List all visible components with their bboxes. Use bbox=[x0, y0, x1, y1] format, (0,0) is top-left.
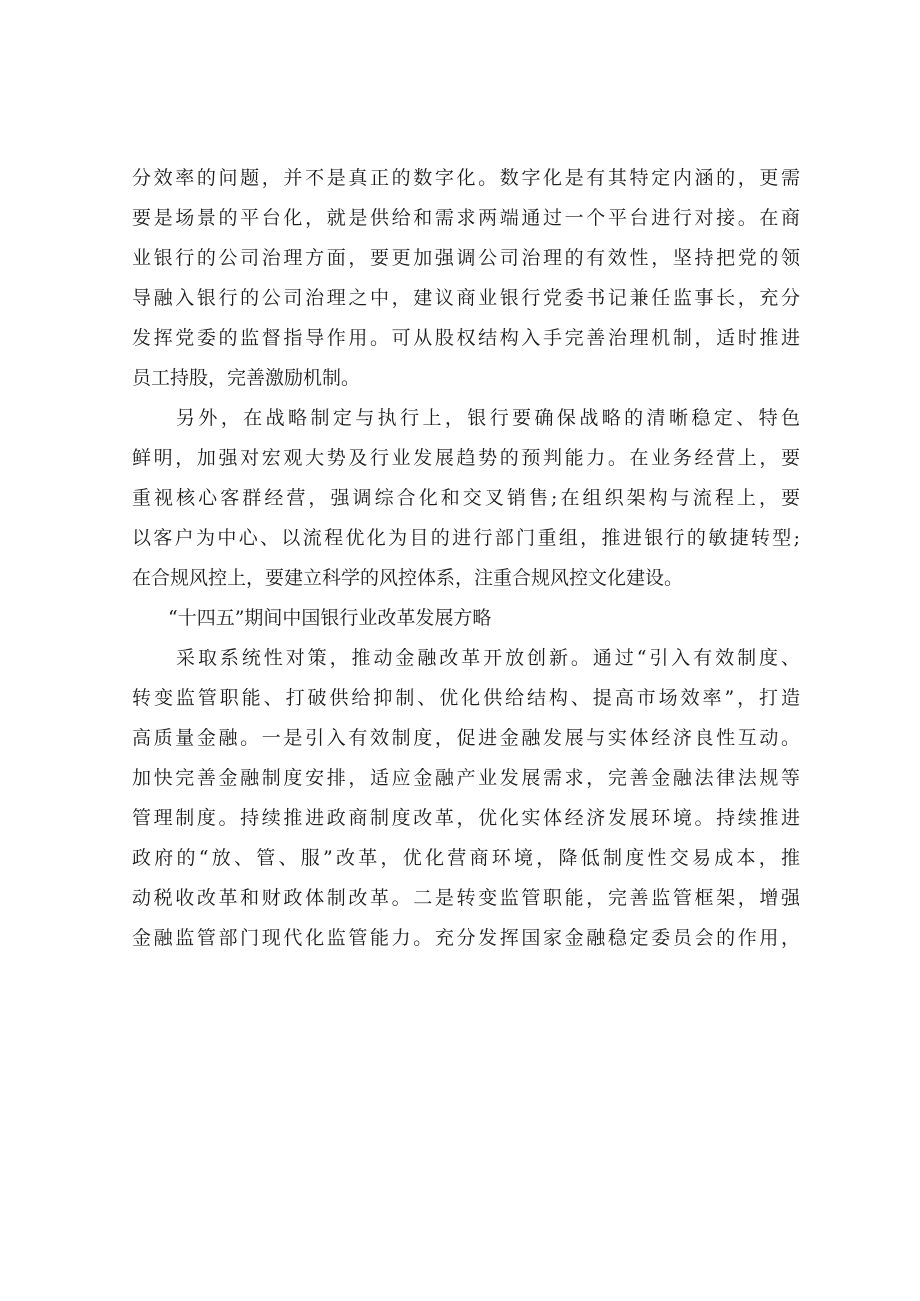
paragraph-3-line-1: 采取系统性对策，推动金融改革开放创新。通过“引入有效制度、 bbox=[176, 647, 800, 669]
document-body bbox=[132, 158, 800, 958]
paragraph-2-line-4: 以客户为中心、以流程优化为目的进行部门重组，推进银行的敏捷转型; bbox=[132, 527, 800, 549]
paragraph-3-line-5: 管理制度。持续推进政商制度改革，优化实体经济发展环境。持续推进 bbox=[132, 807, 800, 829]
paragraph-1-line-3: 业银行的公司治理方面，要更加强调公司治理的有效性，坚持把党的领 bbox=[132, 247, 800, 269]
paragraph-1-line-5: 发挥党委的监督指导作用。可从股权结构入手完善治理机制，适时推进 bbox=[132, 327, 800, 349]
paragraph-1-line-2: 要是场景的平台化，就是供给和需求两端通过一个平台进行对接。在商 bbox=[132, 207, 800, 229]
paragraph-3-line-2: 转变监管职能、打破供给抑制、优化供给结构、提高市场效率”，打造 bbox=[132, 687, 800, 709]
paragraph-3-line-6: 政府的“放、管、服”改革，优化营商环境，降低制度性交易成本，推 bbox=[132, 847, 800, 869]
paragraph-3-line-3: 高质量金融。一是引入有效制度，促进金融发展与实体经济良性互动。 bbox=[132, 727, 800, 749]
paragraph-2-line-1: 另外，在战略制定与执行上，银行要确保战略的清晰稳定、特色 bbox=[176, 407, 800, 429]
paragraph-3-line-7: 动税收改革和财政体制改革。二是转变监管职能，完善监管框架，增强 bbox=[132, 887, 800, 909]
paragraph-2-line-2: 鲜明，加强对宏观大势及行业发展趋势的预判能力。在业务经营上，要 bbox=[132, 447, 800, 469]
paragraph-2-line-3: 重视核心客群经营，强调综合化和交叉销售;在组织架构与流程上，要 bbox=[132, 487, 800, 509]
paragraph-1-line-6: 员工持股，完善激励机制。 bbox=[132, 367, 361, 389]
paragraph-3-line-4: 加快完善金融制度安排，适应金融产业发展需求，完善金融法律法规等 bbox=[132, 767, 800, 789]
paragraph-1-line-1: 分效率的问题，并不是真正的数字化。数字化是有其特定内涵的，更需 bbox=[132, 167, 800, 189]
paragraph-2-line-5: 在合规风控上，要建立科学的风控体系，注重合规风控文化建设。 bbox=[132, 567, 684, 589]
paragraph-1-line-4: 导融入银行的公司治理之中，建议商业银行党委书记兼任监事长，充分 bbox=[132, 287, 800, 309]
section-heading: “十四五”期间中国银行业改革发展方略 bbox=[168, 607, 492, 629]
paragraph-3-line-8: 金融监管部门现代化监管能力。充分发挥国家金融稳定委员会的作用， bbox=[132, 927, 800, 949]
